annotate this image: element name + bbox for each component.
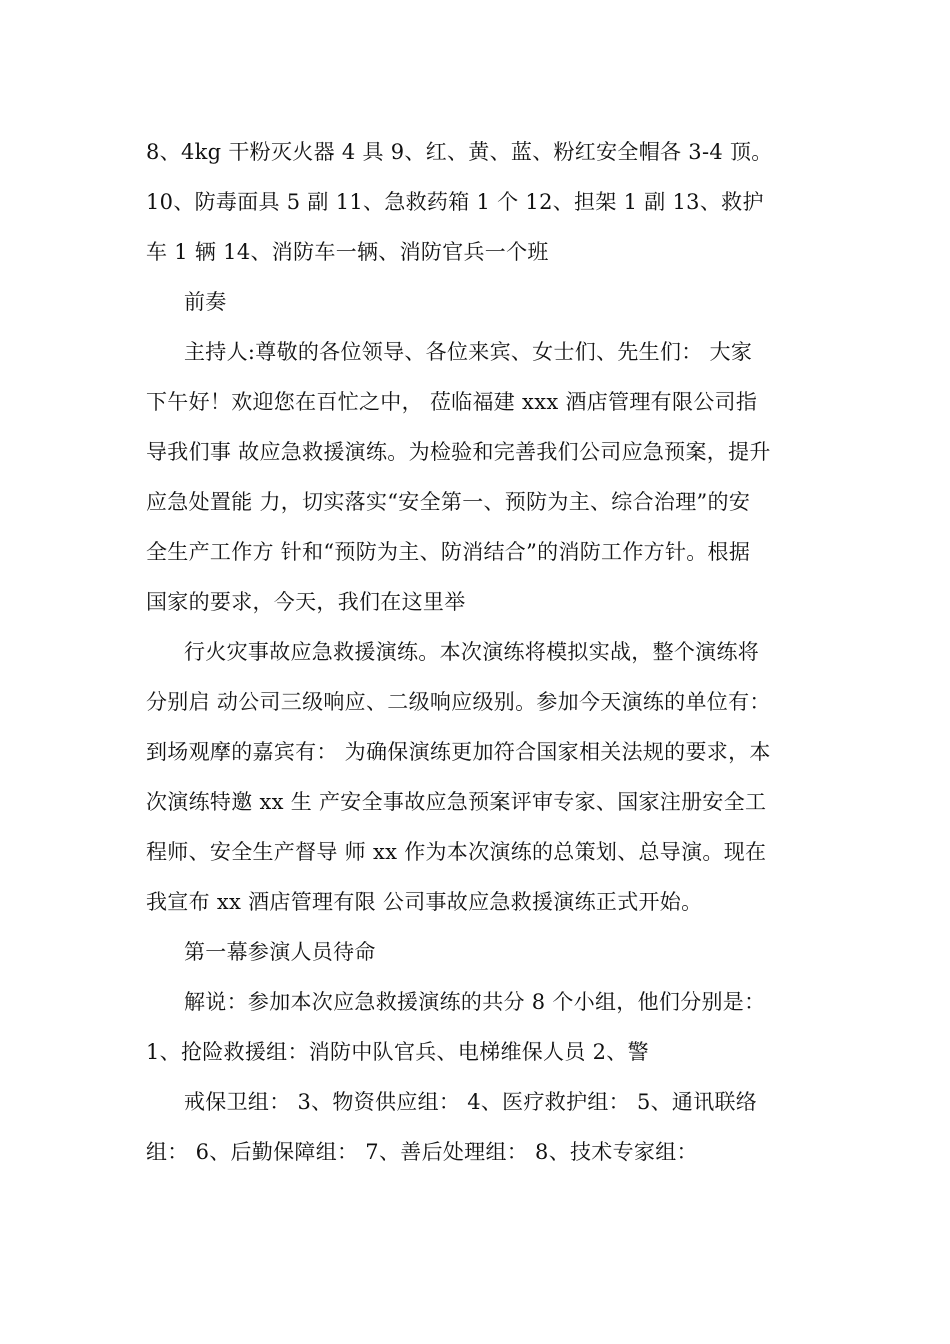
text-line: 10、防毒面具 5 副 11、急救药箱 1 个 12、担架 1 副 13、救护 bbox=[146, 190, 764, 214]
text-line: 次演练特邀 xx 生 产安全事故应急预案评审专家、国家注册安全工 bbox=[146, 790, 767, 814]
section-heading-act-one: 第一幕参演人员待命 bbox=[184, 940, 376, 964]
text-line: 1、抢险救援组：消防中队官兵、电梯维保人员 2、警 bbox=[146, 1040, 649, 1064]
text-line: 主持人:尊敬的各位领导、各位来宾、女士们、先生们： 大家 bbox=[184, 340, 753, 364]
text-line: 国家的要求，今天，我们在这里举 bbox=[146, 590, 466, 614]
text-line: 戒保卫组： 3、物资供应组： 4、医疗救护组： 5、通讯联络 bbox=[184, 1090, 758, 1114]
section-heading-prelude: 前奏 bbox=[184, 290, 227, 314]
text-line: 组： 6、后勤保障组： 7、善后处理组： 8、技术专家组： bbox=[146, 1140, 698, 1164]
text-line: 我宣布 xx 酒店管理有限 公司事故应急救援演练正式开始。 bbox=[146, 890, 703, 914]
text-line: 解说：参加本次应急救援演练的共分 8 个小组，他们分别是： bbox=[184, 990, 766, 1014]
text-line: 导我们事 故应急救援演练。为检验和完善我们公司应急预案，提升 bbox=[146, 440, 771, 464]
text-line: 应急处置能 力，切实落实“安全第一、预防为主、综合治理”的安 bbox=[146, 490, 751, 514]
text-line: 程师、安全生产督导 师 xx 作为本次演练的总策划、总导演。现在 bbox=[146, 840, 767, 864]
text-line: 下午好！欢迎您在百忙之中， 莅临福建 xxx 酒店管理有限公司指 bbox=[146, 390, 758, 414]
text-line: 8、4kg 干粉灭火器 4 具 9、红、黄、蓝、粉红安全帽各 3-4 顶。 bbox=[146, 140, 773, 164]
text-line: 车 1 辆 14、消防车一辆、消防官兵一个班 bbox=[146, 240, 549, 264]
text-line: 全生产工作方 针和“预防为主、防消结合”的消防工作方针。根据 bbox=[146, 540, 751, 564]
text-line: 行火灾事故应急救援演练。本次演练将模拟实战，整个演练将 bbox=[184, 640, 760, 664]
text-line: 到场观摩的嘉宾有： 为确保演练更加符合国家相关法规的要求，本 bbox=[146, 740, 771, 764]
text-line: 分别启 动公司三级响应、二级响应级别。参加今天演练的单位有： bbox=[146, 690, 771, 714]
